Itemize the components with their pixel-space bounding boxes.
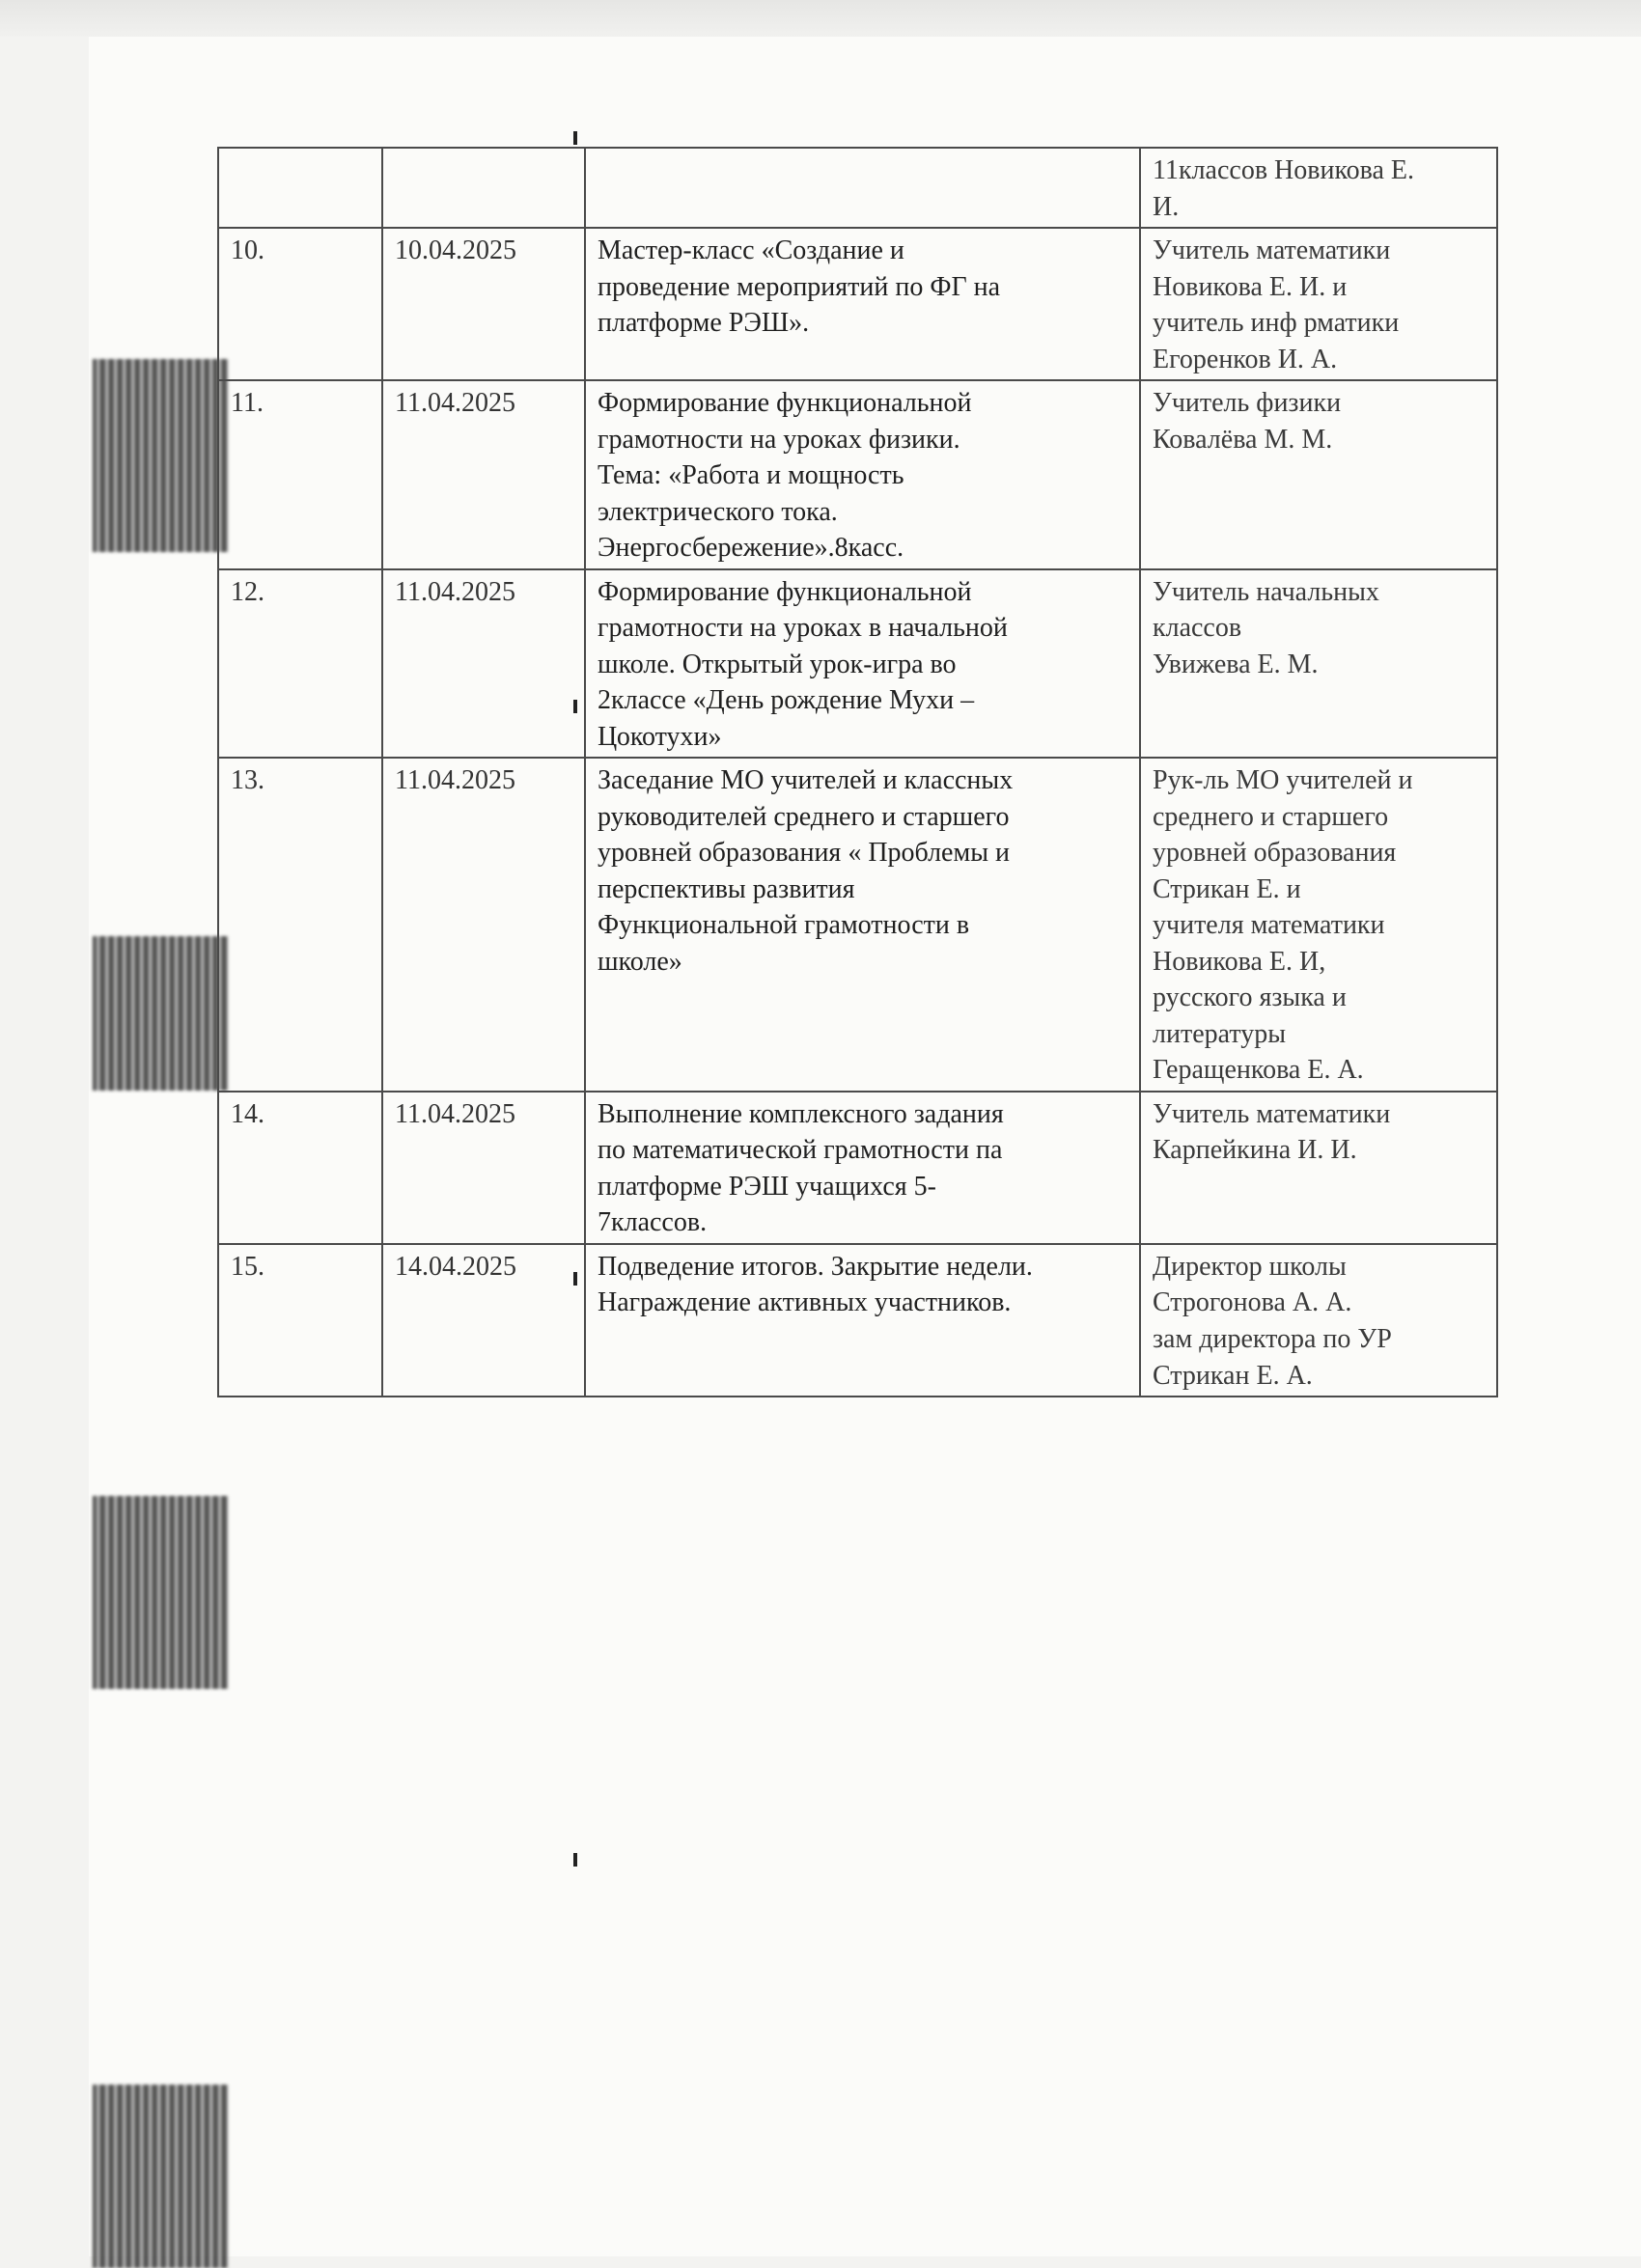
event-description-line: школе»	[598, 946, 682, 977]
scan-smudge	[93, 2085, 228, 2268]
responsible-persons-line: Ковалёва М. М.	[1153, 424, 1333, 455]
responsible-persons-line: зам директора по УР	[1153, 1323, 1392, 1354]
responsible-persons-line: Рук-ль МО учителей и	[1153, 765, 1413, 796]
responsible-persons-line: Учитель начальных	[1153, 576, 1379, 607]
table-row	[218, 1244, 1497, 1397]
event-description-line: Формирование функциональной	[598, 388, 972, 419]
row-number: 11.	[218, 380, 382, 569]
event-description-line: платформе РЭШ учащихся 5-	[598, 1171, 936, 1202]
row-number	[218, 148, 382, 228]
event-description-line: Мастер-класс «Создание и	[598, 235, 904, 266]
event-description-line: грамотности на уроках в начальной	[598, 613, 1008, 644]
responsible-persons-line: Егоренков И. А.	[1153, 344, 1338, 374]
responsible-persons-line: Карпейкина И. И.	[1153, 1135, 1357, 1166]
responsible-persons-line: классов	[1153, 613, 1242, 644]
event-date: 11.04.2025	[382, 569, 585, 759]
responsible-persons	[1140, 380, 1497, 569]
responsible-persons	[1140, 569, 1497, 759]
scan-smudge	[93, 359, 228, 552]
event-date: 11.04.2025	[382, 1092, 585, 1244]
scan-mark	[573, 1853, 577, 1867]
event-description-line: Функциональной грамотности в	[598, 910, 970, 941]
event-description	[585, 758, 1140, 1092]
event-description-line: Формирование функциональной	[598, 576, 972, 607]
event-description-line: 7классов.	[598, 1207, 708, 1238]
event-description-line: перспективы развития	[598, 873, 855, 904]
responsible-persons-line: Учитель математики	[1153, 235, 1391, 266]
row-number: 12.	[218, 569, 382, 759]
event-plan-body	[218, 148, 1497, 1397]
event-description-line: Выполнение комплексного задания	[598, 1098, 1004, 1129]
event-description-line: электрического тока.	[598, 496, 838, 527]
table-row	[218, 228, 1497, 380]
responsible-persons-line: Учитель физики	[1153, 388, 1342, 419]
responsible-persons-line: Учитель математики	[1153, 1098, 1391, 1129]
scan-top-edge	[0, 0, 1641, 37]
table-row	[218, 1092, 1497, 1244]
scan-smudge	[93, 936, 228, 1091]
responsible-persons-line: русского языка и	[1153, 982, 1347, 1013]
responsible-persons-line: учитель инф рматики	[1153, 308, 1400, 339]
event-description	[585, 380, 1140, 569]
event-plan-table	[217, 147, 1498, 1397]
event-description	[585, 148, 1140, 228]
row-number: 13.	[218, 758, 382, 1092]
event-description-line: Цокотухи»	[598, 721, 722, 752]
table-row	[218, 569, 1497, 759]
responsible-persons-line: Директор школы	[1153, 1251, 1347, 1282]
event-description-line: Энергосбережение».8касс.	[598, 533, 904, 564]
event-description-line: Подведение итогов. Закрытие недели.	[598, 1251, 1033, 1282]
responsible-persons	[1140, 758, 1497, 1092]
event-date: 11.04.2025	[382, 758, 585, 1092]
responsible-persons-line: И.	[1153, 191, 1180, 222]
responsible-persons-line: учителя математики	[1153, 910, 1385, 941]
event-description	[585, 228, 1140, 380]
responsible-persons-line: 11классов Новикова Е.	[1153, 155, 1415, 185]
event-description-line: платформе РЭШ».	[598, 308, 810, 339]
event-date: 10.04.2025	[382, 228, 585, 380]
responsible-persons-line: Новикова Е. И,	[1153, 946, 1326, 977]
event-description-line: грамотности на уроках физики.	[598, 424, 960, 455]
event-description-line: по математической грамотности па	[598, 1135, 1003, 1166]
event-date: 11.04.2025	[382, 380, 585, 569]
responsible-persons-line: уровней образования	[1153, 838, 1397, 869]
event-description-line: руководителей среднего и старшего	[598, 801, 1010, 832]
event-description	[585, 1244, 1140, 1397]
event-description-line: 2классе «День рождение Мухи –	[598, 685, 975, 716]
responsible-persons	[1140, 148, 1497, 228]
responsible-persons	[1140, 228, 1497, 380]
row-number: 10.	[218, 228, 382, 380]
table-row	[218, 380, 1497, 569]
responsible-persons-line: Строгонова А. А.	[1153, 1287, 1352, 1318]
scan-smudge	[93, 1496, 228, 1689]
row-number: 14.	[218, 1092, 382, 1244]
event-description-line: проведение мероприятий по ФГ на	[598, 271, 1001, 302]
event-date	[382, 148, 585, 228]
responsible-persons-line: среднего и старшего	[1153, 801, 1389, 832]
table-row	[218, 758, 1497, 1092]
responsible-persons-line: Стрикан Е. и	[1153, 873, 1301, 904]
event-description-line: Награждение активных участников.	[598, 1287, 1012, 1318]
event-description	[585, 569, 1140, 759]
responsible-persons-line: литературы	[1153, 1018, 1287, 1049]
responsible-persons	[1140, 1092, 1497, 1244]
row-number: 15.	[218, 1244, 382, 1397]
responsible-persons-line: Стрикан Е. А.	[1153, 1360, 1313, 1391]
event-date: 14.04.2025	[382, 1244, 585, 1397]
event-description-line: Заседание МО учителей и классных	[598, 765, 1014, 796]
responsible-persons-line: Новикова Е. И. и	[1153, 271, 1348, 302]
event-description-line: уровней образования « Проблемы и	[598, 838, 1010, 869]
table-row	[218, 148, 1497, 228]
event-description-line: школе. Открытый урок-игра во	[598, 649, 957, 679]
event-description	[585, 1092, 1140, 1244]
responsible-persons-line: Увижева Е. М.	[1153, 649, 1319, 679]
responsible-persons	[1140, 1244, 1497, 1397]
scan-mark	[573, 131, 577, 145]
event-description-line: Тема: «Работа и мощность	[598, 460, 904, 491]
responsible-persons-line: Геращенкова Е. А.	[1153, 1055, 1364, 1086]
